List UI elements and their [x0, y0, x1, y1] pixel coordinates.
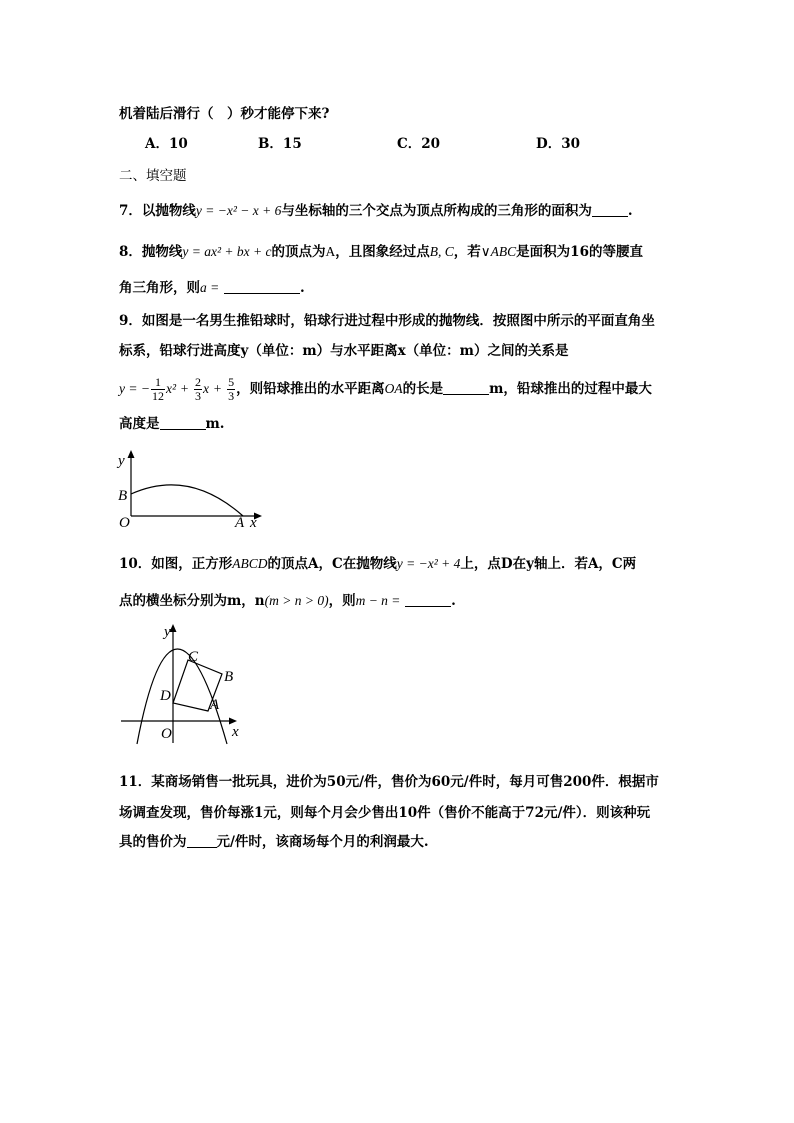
q10-label-o: O [161, 726, 172, 742]
q9-label-o: O [119, 515, 130, 531]
q9-label-x: x [250, 515, 257, 531]
q7-answer-blank[interactable] [592, 202, 628, 217]
q9-label-y: y [118, 453, 125, 469]
q9-y-arrow-icon [128, 450, 135, 458]
q7: 7．以抛物线y = −x² − x + 6与坐标轴的三个交点为顶点所构成的三角形的面积为 . [119, 203, 633, 219]
section-title: 二、填空题 [119, 168, 187, 184]
q6-option-a: A．10 [145, 136, 188, 152]
q11-line3: 具的售价为 元/件时，该商场每个月的利润最大. [119, 834, 429, 850]
q10-figure [118, 618, 258, 748]
q9-label-a: A [235, 515, 245, 531]
q7-formula: y = −x² − x + 6 [195, 203, 282, 218]
q9-line3: y = − $\frac{1}{12}$ x² + $\frac{2}{3}$ x + $\frac{5}{3}$ ，则铅球推出的水平距离OA的长是 m，铅球推出的过程中最大 [119, 375, 652, 403]
q10-label-b: B [224, 669, 234, 685]
q8-line1: 8．抛物线y = ax² + bx + c的顶点为A，且图象经过点B, C，若∨ABC是面积为16的等腰直 [119, 244, 643, 260]
q10-line2: 点的横坐标分别为m，n(m > n > 0)，则m − n = . [119, 593, 456, 609]
q10-label-y: y [164, 624, 171, 640]
q11-line1: 11．某商场销售一批玩具，进价为50元/件，售价为60元/件时，每月可售200件．根据市 [119, 774, 659, 790]
q10-line1: 10．如图，正方形ABCD的顶点A，C在抛物线y = −x² + 4上，点D在y轴上．若A，C两 [119, 556, 637, 572]
q8-answer-blank[interactable] [224, 279, 300, 294]
q8-line2: 角三角形，则a = . [119, 280, 305, 296]
q9-trajectory-curve [131, 485, 243, 516]
q9-answer-blank-2[interactable] [160, 415, 206, 430]
q6-stem: 机着陆后滑行（ ）秒才能停下来? [119, 106, 330, 122]
q11-line2: 场调查发现，售价每涨1元，则每个月会少售出10件（售价不能高于72元/件）．则该种玩 [119, 805, 651, 821]
q9-line2: 标系，铅球行进高度y（单位：m）与水平距离x（单位：m）之间的关系是 [119, 343, 569, 359]
q9-answer-blank-1[interactable] [443, 380, 489, 395]
q6-option-d: D．30 [536, 136, 581, 152]
q9-label-b: B [118, 488, 128, 504]
q10-label-d: D [160, 688, 171, 704]
q11-answer-blank[interactable] [187, 833, 217, 848]
q10-answer-blank[interactable] [405, 592, 451, 607]
q10-label-c: C [188, 649, 199, 665]
q6-option-b: B．15 [258, 136, 302, 152]
q10-label-a: A [210, 697, 220, 713]
q6-option-c: C．20 [397, 136, 441, 152]
q10-label-x: x [232, 724, 239, 740]
q9-line4: 高度是 m. [119, 416, 225, 432]
q9-line1: 9．如图是一名男生推铅球时，铅球行进过程中形成的抛物线．按照图中所示的平面直角坐 [119, 313, 655, 329]
q9-figure [114, 448, 274, 538]
